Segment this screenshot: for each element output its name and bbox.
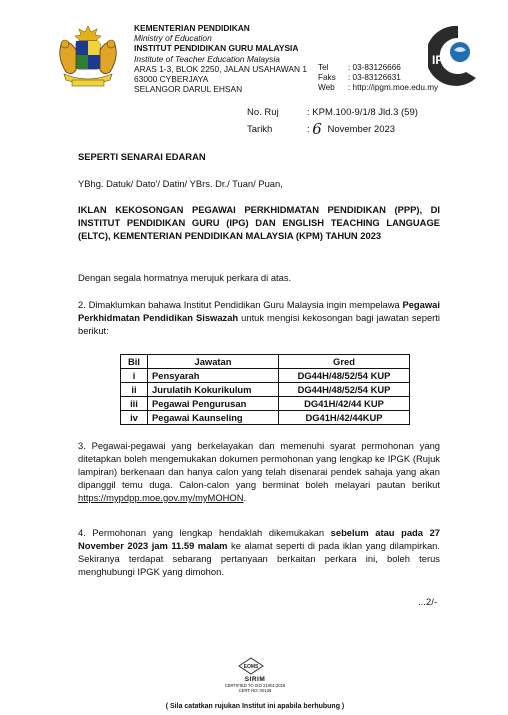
fax-value: : 03-83126631 xyxy=(348,73,401,83)
salutation: YBhg. Datuk/ Dato'/ Datin/ YBrs. Dr./ Tuan/ Puan, xyxy=(78,178,283,189)
web-label: Web xyxy=(318,83,335,93)
reference-block xyxy=(247,106,418,137)
fax-label: Faks xyxy=(318,73,336,83)
col-gred: Gred xyxy=(279,355,410,369)
paragraph-4: 4. Permohonan yang lengkap hendaklah dikemukakan sebelum atau pada 27 November 2023 jam 11.59 malam ke alamat seperti di pada iklan yang dilampirkan. Sekiranya terdapat sebarang pertanyaan berkaitan perkara ini, boleh terus menghubungi IPGK yang dimohon. xyxy=(78,527,440,577)
table-header-row xyxy=(121,355,410,369)
address-line-3: SELANGOR DARUL EHSAN xyxy=(134,84,243,95)
paragraph-2: 2. Dimaklumkan bahawa Institut Pendidikan Guru Malaysia ingin mempelawa Pegawai Perkhidmatan Pendidikan Siswazah untuk mengisi kekosongan bagi jawatan seperti berikut: xyxy=(78,299,440,336)
table-row: iii Pegawai Pengurusan DG41H/42/44 KUP xyxy=(121,397,410,411)
ref-value: : KPM.100-9/1/8 Jld.3 (59) xyxy=(307,107,418,118)
sirim-certification xyxy=(160,676,350,693)
footer-note: ( Sila catatkan rujukan Institut ini apabila berhubung ) xyxy=(165,703,345,710)
letterhead xyxy=(134,23,307,94)
p2-bold: Pegawai Perkhidmatan Pendidikan Siswazah xyxy=(78,299,440,323)
col-bil: Bil xyxy=(121,355,148,369)
table-row: iv Pegawai Kaunseling DG41H/42/44KUP xyxy=(121,411,410,425)
ministry-name-en: Ministry of Education xyxy=(134,33,212,44)
table-row: ii Jurulatih Kokurikulum DG44H/48/52/54 KUP xyxy=(121,383,410,397)
ref-label: No. Ruj xyxy=(247,107,279,118)
ipg-logo-icon xyxy=(428,22,478,90)
cert-line-2: CERT NO: 00136 xyxy=(238,688,272,693)
p4-deadline: sebelum atau pada 27 November 2023 jam 11.59 malam xyxy=(78,527,440,551)
tel-value: : 03-83126666 xyxy=(348,63,401,72)
date-colon: : xyxy=(307,124,310,135)
sirim-label: SIRIM xyxy=(244,676,266,683)
institute-name: INSTITUT PENDIDIKAN GURU MALAYSIA xyxy=(134,43,299,54)
next-page-marker: ...2/- xyxy=(418,597,438,608)
address-line-2: 63000 CYBERJAYA xyxy=(134,74,209,85)
date-day-handwritten: 6 xyxy=(312,120,322,138)
mohon-link[interactable]: https://mypdpp.moe.gov.my/myMOHON xyxy=(78,492,244,503)
eoms-logo-icon xyxy=(236,656,266,676)
table-row: i Pensyarah DG44H/48/52/54 KUP xyxy=(121,369,410,383)
web-value: : http://ipgm.moe.edu.my xyxy=(348,83,439,93)
contact-info xyxy=(318,63,438,94)
ministry-name: KEMENTERIAN PENDIDIKAN xyxy=(134,23,250,33)
position-table xyxy=(120,354,410,425)
date-label: Tarikh xyxy=(247,124,273,135)
ipg-logo-text: IPG xyxy=(432,53,453,67)
address-line-1: ARAS 1-3, BLOK 2250, JALAN USAHAWAN 1 xyxy=(134,63,307,74)
greeting: Dengan segala hormatnya merujuk perkara di atas. xyxy=(78,272,292,283)
date-month-year: November 2023 xyxy=(327,124,396,135)
paragraph-3: 3. Pegawai-pegawai yang berkelayakan dan memenuhi syarat permohonan yang ditetapkan boleh mengemukakan dokumen permohonan yang lengkap ke IPGK (Rujuk lampiran) berkenaan dan hanya calon yang telah disenarai pendek sahaja yang akan dipanggil temu duga. Calon-calon yang berminat boleh melayari pautan berikut https://mypdpp.moe.gov.my/myMOHON. xyxy=(78,440,440,503)
circular-heading: SEPERTI SENARAI EDARAN xyxy=(78,151,206,162)
institute-name-en: Institute of Teacher Education Malaysia xyxy=(134,53,280,64)
letter-title: IKLAN KEKOSONGAN PEGAWAI PERKHIDMATAN PENDIDIKAN (PPP), DI INSTITUT PENDIDIKAN GURU (IPG) DAN ENGLISH TEACHING LANGUAGE (ELTC), KEMENTERIAN PENDIDIKAN MALAYSIA (KPM) TAHUN 2023 xyxy=(78,204,440,241)
tel-label: Tel xyxy=(318,63,329,72)
cert-line-1: CERTIFIED TO ISO 21001:2018 xyxy=(224,683,286,688)
coat-of-arms-icon xyxy=(52,22,124,90)
col-jawatan: Jawatan xyxy=(148,355,279,369)
eoms-label: EOMS xyxy=(243,664,259,670)
